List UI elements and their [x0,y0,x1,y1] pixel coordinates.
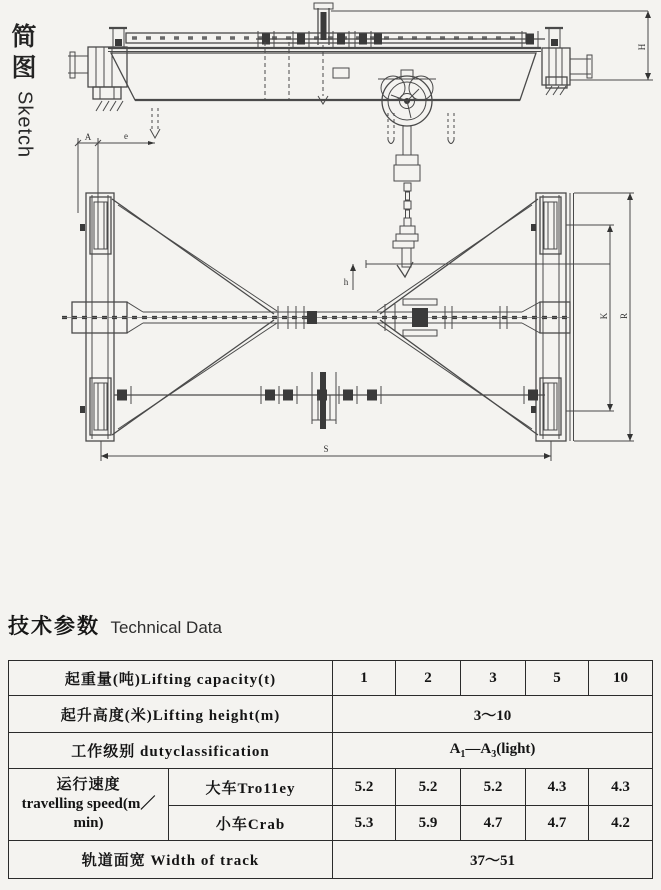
duty-tail: (light) [496,741,536,757]
duty-s2: 3 [491,749,497,760]
capacity-value: 1 [333,661,396,696]
row-duty-classification [9,733,653,769]
sketch-label-en: Sketch [13,90,36,158]
duty-s1: 1 [460,749,466,760]
row-lifting-capacity [9,661,653,696]
crab-speed-value: 4.2 [589,806,653,841]
travelling-speed-label-cn: 运行速度 [56,777,121,794]
capacity-value: 3 [461,661,526,696]
crab-speed-value: 5.3 [333,806,396,841]
crab-speed-value: 4.7 [461,806,526,841]
dim-label-k: K [599,312,609,320]
dim-label-s: S [323,444,329,454]
track-width-value: 37～51 [333,841,653,879]
girder-plan [62,299,570,336]
duty-classification-label: 工作级别 dutyclassification [9,733,333,769]
drive-shaft-elevation [256,3,545,47]
duty-a1: A [449,741,461,757]
travelling-speed-label [9,769,169,841]
trolley-speed-value: 5.2 [396,769,461,806]
lifting-capacity-label: 起重量(吨)Lifting capacity(t) [9,661,333,696]
dim-label-e: e [124,131,128,141]
capacity-value: 5 [526,661,589,696]
technical-heading-en: Technical Data [110,618,222,637]
trolley-speed-value: 4.3 [526,769,589,806]
technical-data-heading [8,610,222,640]
sketch-label-cn: 简图 [11,23,37,83]
crab-speed-value: 5.9 [396,806,461,841]
lifting-height-value: 3～10 [333,696,653,733]
trolley-label: 大车Tro11ey [169,769,333,806]
dim-label-r: R [619,312,629,320]
dim-label-h-upper: H [637,43,647,51]
hand-chain-left [150,108,160,138]
drive-shaft-plan [114,372,545,429]
dimension-H [331,11,653,80]
right-end-carriage-elevation [542,28,592,95]
trolley-speed-value: 5.2 [333,769,396,806]
capacity-value: 2 [396,661,461,696]
row-lifting-height [9,696,653,733]
technical-heading-cn: 技术参数 [8,615,100,638]
plan-view [62,193,634,461]
row-track-width [9,841,653,879]
travelling-speed-label-en: travelling speed(m／min) [21,796,156,831]
duty-a2: A [480,741,492,757]
duty-dash: — [465,741,481,757]
crab-speed-value: 4.7 [526,806,589,841]
dim-label-h-lower: h [343,277,349,287]
capacity-value: 10 [589,661,653,696]
trolley-speed-value: 5.2 [461,769,526,806]
crab-label: 小车Crab [169,806,333,841]
row-trolley-speed [9,769,653,806]
track-width-label: 轨道面宽 Width of track [9,841,333,879]
technical-data-table [8,660,653,879]
duty-classification-value [333,733,653,769]
left-end-carriage-elevation [68,28,127,111]
elevation-view [68,3,653,277]
dimension-S [101,441,551,461]
dim-label-a: A [84,132,92,142]
lifting-height-label: 起升高度(米)Lifting height(m) [9,696,333,733]
trolley-speed-value: 4.3 [589,769,653,806]
